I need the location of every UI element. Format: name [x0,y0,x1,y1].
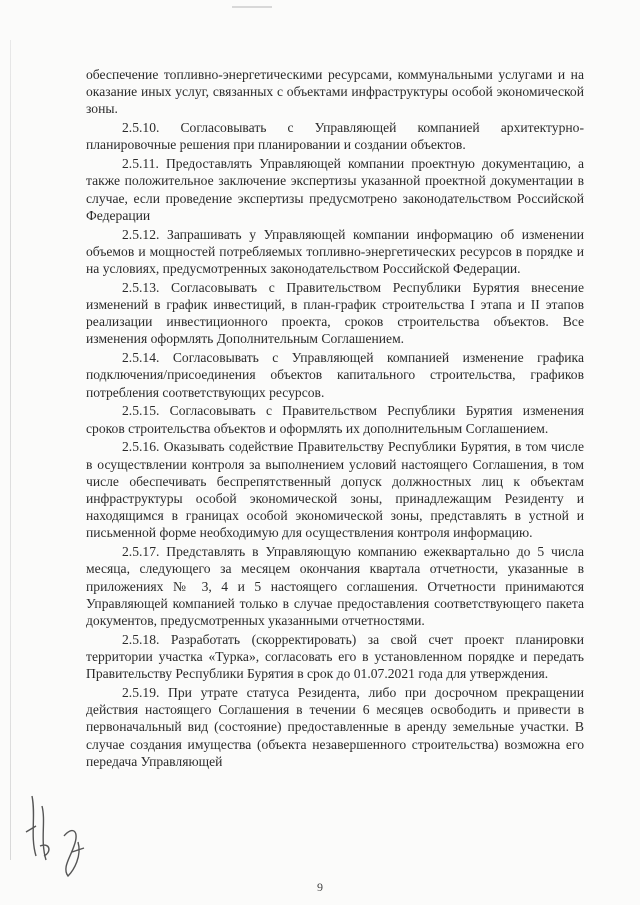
paragraph-2-5-11: 2.5.11. Предоставлять Управляющей компании проектную документацию, а также положительное заключение экспертизы указанной проектной документации в случае, если проведение экспертизы предусмотрено законодательством Российской Федерации [86,156,584,223]
paragraph-2-5-13: 2.5.13. Согласовывать с Правительством Республики Бурятия внесение изменений в график инвестиций, в план-график строительства I этапа и II этапов реализации инвестиционного проекта, сроков строительства объектов. Все изменения оформлять Дополнительным Соглашением. [86,279,584,347]
scan-edge-line [10,40,11,860]
document-body [86,66,584,772]
paragraph-2-5-15: 2.5.15. Согласовывать с Правительством Республики Бурятия изменения сроков строительства объектов и оформлять их дополнительным Соглашением. [86,403,584,436]
paragraph-2-5-14: 2.5.14. Согласовывать с Управляющей компанией изменение графика подключения/присоединения объектов капитального строительства, графиков потребления соответствующих ресурсов. [86,350,584,400]
page-number: 9 [317,880,323,894]
paragraph-2-5-10: 2.5.10. Согласовывать с Управляющей компанией архитектурно-планировочные решения при планировании и создании объектов. [86,120,584,153]
scan-top-mark [232,6,272,8]
paragraph-continuation: обеспечение топливно-энергетическими ресурсами, коммунальными услугами и на оказание иных услуг, связанных с объектами инфраструктуры особой экономической зоны. [86,67,584,117]
paragraph-2-5-16: 2.5.16. Оказывать содействие Правительству Республики Бурятия, в том числе в осуществлении контроля за выполнением условий настоящего Соглашения, в том числе обеспечивать беспрепятственный допуск должностных лиц к объектам инфраструктуры особой экономической зоны, принадлежащим Резиденту и находящимся в границах особой экономической зоны, представлять в устной и письменной форме необходимую для осуществления контроля информацию. [86,439,584,541]
paragraph-2-5-18: 2.5.18. Разработать (скорректировать) за свой счет проект планировки территории участка «Турка», согласовать его в установленном порядке и передать Правительству Республики Бурятия в срок до 01.07.2021 года для утверждения. [86,631,584,682]
paragraph-2-5-12: 2.5.12. Запрашивать у Управляющей компании информацию об изменении объемов и мощностей потребляемых топливно-энергетических ресурсов в порядке и на условиях, предусмотренных законодательством Российской Федерации. [86,226,584,277]
paragraph-2-5-17: 2.5.17. Представлять в Управляющую компанию ежеквартально до 5 числа месяца, следующего за месяцем окончания квартала отчетности, указанные в приложениях № 3, 4 и 5 настоящего соглашения. Отчетности принимаются Управляющей компанией только в случае предоставления соответствующего пакета документов, предусмотренных указанными отчетностями. [86,544,584,629]
paragraph-2-5-19: 2.5.19. При утрате статуса Резидента, либо при досрочном прекращении действия настоящего Соглашения в течении 6 месяцев освободить и привести в первоначальный вид (состояние) предоставленные в аренду земельные участки. В случае создания имущества (объекта незавершенного строительства) возможна его передача Управляющей [86,685,584,769]
handwritten-signature [22,776,92,886]
